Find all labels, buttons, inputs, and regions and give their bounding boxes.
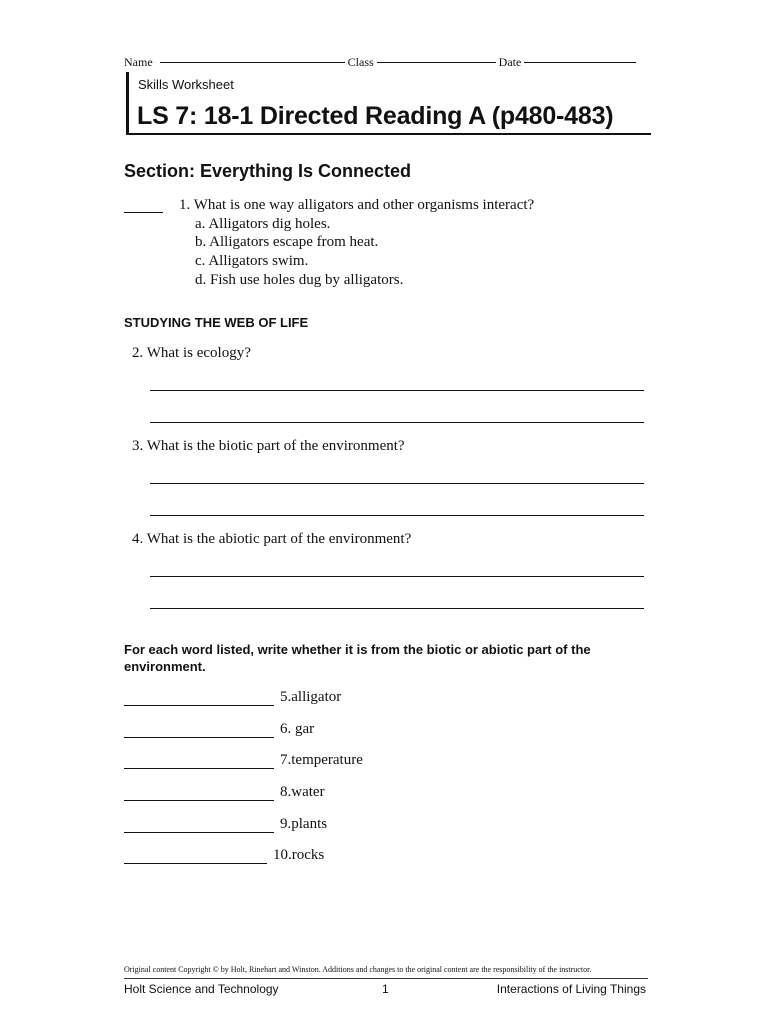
- worksheet-kicker: Skills Worksheet: [138, 77, 234, 92]
- footer-publisher: Holt Science and Technology: [124, 982, 279, 996]
- q3-text: 3. What is the biotic part of the environment?: [132, 438, 405, 454]
- q1-option-b: b. Alligators escape from heat.: [195, 234, 379, 250]
- q1-option-d: d. Fish use holes dug by alligators.: [195, 272, 404, 288]
- q3-answer-line-1[interactable]: [150, 483, 644, 484]
- q3-answer-line-2[interactable]: [150, 515, 644, 516]
- q8-word: 8.water: [280, 784, 325, 800]
- title-block: [126, 72, 651, 135]
- q1-option-c: c. Alligators swim.: [195, 253, 309, 269]
- q10-word: 10.rocks: [273, 847, 325, 863]
- date-field[interactable]: [524, 62, 636, 63]
- page-title: LS 7: 18-1 Directed Reading A (p480-483): [137, 102, 614, 130]
- q4-answer-line-1[interactable]: [150, 576, 644, 577]
- q6-word: 6. gar: [280, 721, 315, 737]
- name-label: Name: [124, 55, 153, 69]
- q9-answer-blank[interactable]: [124, 832, 274, 833]
- q1-option-a: a. Alligators dig holes.: [195, 216, 331, 232]
- q4-text: 4. What is the abiotic part of the environment?: [132, 531, 412, 547]
- class-field[interactable]: [377, 62, 496, 63]
- q7-word: 7.temperature: [280, 752, 363, 768]
- q9-word: 9.plants: [280, 816, 328, 832]
- header-fields: [124, 55, 636, 70]
- q7-answer-blank[interactable]: [124, 768, 274, 769]
- q2-answer-line-2[interactable]: [150, 422, 644, 423]
- footer-rule: [124, 978, 648, 979]
- instructions-line-1: For each word listed, write whether it is from the biotic or abiotic part of the: [124, 642, 591, 657]
- class-label: Class: [347, 55, 374, 69]
- instructions-line-2: environment.: [124, 659, 206, 674]
- page-number: 1: [382, 982, 389, 996]
- q2-answer-line-1[interactable]: [150, 390, 644, 391]
- copyright-notice: Original content Copyright © by Holt, Rinehart and Winston. Additions and changes to the original content are the responsibility of the instructor.: [124, 965, 592, 974]
- q1-text: 1. What is one way alligators and other organisms interact?: [179, 197, 535, 213]
- footer-chapter: Interactions of Living Things: [496, 982, 646, 996]
- q4-answer-line-2[interactable]: [150, 608, 644, 609]
- section-title: Section: Everything Is Connected: [124, 161, 412, 181]
- q10-answer-blank[interactable]: [124, 863, 267, 864]
- date-label: Date: [498, 55, 522, 69]
- name-field[interactable]: [160, 62, 345, 63]
- q8-answer-blank[interactable]: [124, 800, 274, 801]
- q5-word: 5.alligator: [280, 689, 342, 705]
- subhead-web-of-life: STUDYING THE WEB OF LIFE: [124, 315, 309, 330]
- q2-text: 2. What is ecology?: [132, 345, 251, 361]
- q5-answer-blank[interactable]: [124, 705, 274, 706]
- q6-answer-blank[interactable]: [124, 737, 274, 738]
- q1-answer-blank[interactable]: [124, 212, 163, 213]
